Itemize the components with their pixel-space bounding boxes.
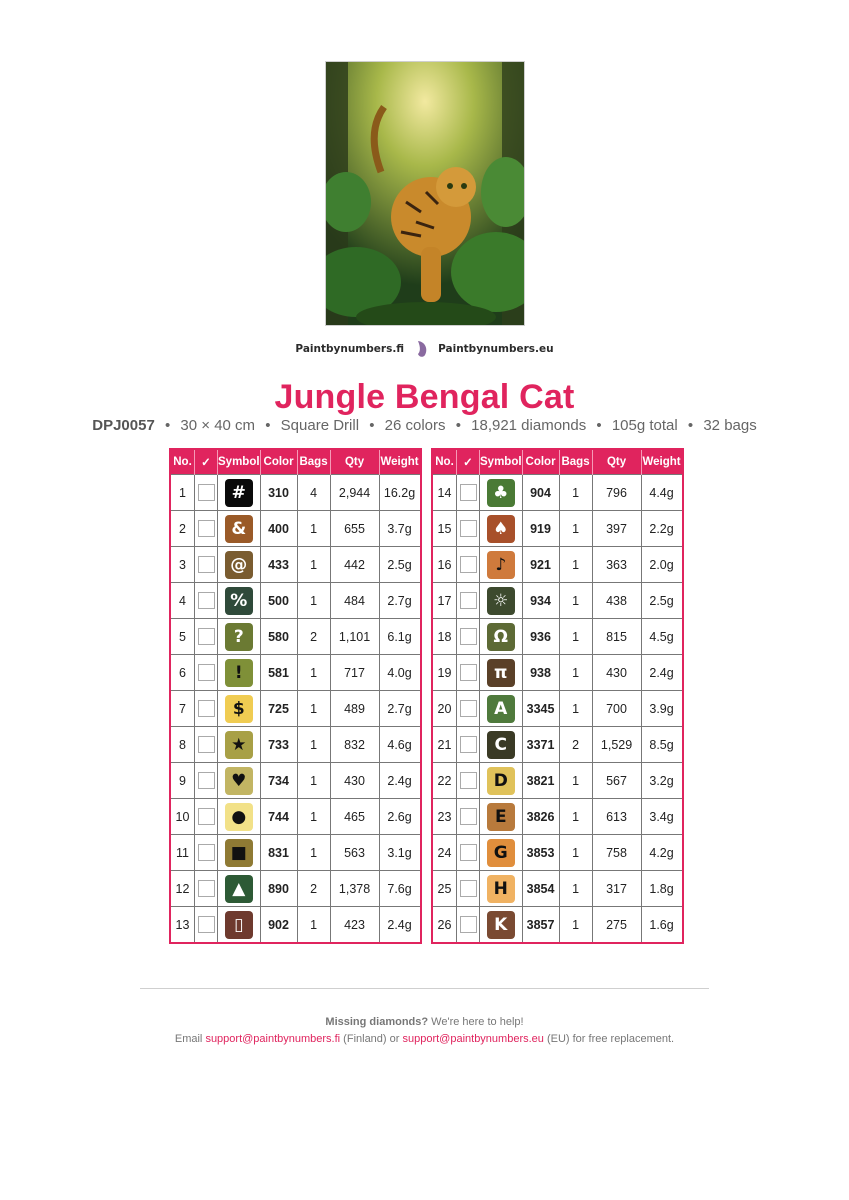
diamond-qty: 758 (592, 835, 641, 871)
symbol-chip: # (225, 479, 253, 507)
row-number: 7 (170, 691, 195, 727)
done-checkbox[interactable] (460, 592, 477, 609)
row-number: 10 (170, 799, 195, 835)
done-checkbox[interactable] (460, 880, 477, 897)
header-qty: Qty (330, 449, 379, 475)
diamond-qty: 317 (592, 871, 641, 907)
row-number: 26 (432, 907, 457, 944)
header-symbol: Symbol (218, 449, 261, 475)
table-row (432, 871, 683, 907)
drill-type: Square Drill (280, 417, 360, 434)
diamond-qty: 717 (330, 655, 379, 691)
table-row (432, 907, 683, 944)
done-checkbox[interactable] (198, 520, 215, 537)
symbol-chip: C (487, 731, 515, 759)
header-bags: Bags (559, 449, 592, 475)
symbol-chip: K (487, 911, 515, 939)
diamond-qty: 363 (592, 547, 641, 583)
bag-count: 1 (297, 727, 330, 763)
symbol-chip: ♣ (487, 479, 515, 507)
symbol-chip: π (487, 659, 515, 687)
table-row (432, 583, 683, 619)
done-checkbox[interactable] (198, 916, 215, 933)
bag-count: 1 (559, 511, 592, 547)
header-symbol: Symbol (480, 449, 523, 475)
symbol-chip: ? (225, 623, 253, 651)
diamond-qty: 1,101 (330, 619, 379, 655)
table-row (170, 583, 421, 619)
diamond-qty: 2,944 (330, 475, 379, 511)
symbol-chip: D (487, 767, 515, 795)
row-number: 8 (170, 727, 195, 763)
dmc-color-code: 3826 (522, 799, 559, 835)
diamond-qty: 832 (330, 727, 379, 763)
header-bags: Bags (297, 449, 330, 475)
weight: 1.8g (641, 871, 683, 907)
diamond-qty: 438 (592, 583, 641, 619)
bag-count: 4 (297, 475, 330, 511)
weight: 1.6g (641, 907, 683, 944)
bag-count: 2 (297, 871, 330, 907)
table-row (432, 475, 683, 511)
dmc-color-code: 890 (260, 871, 297, 907)
row-number: 4 (170, 583, 195, 619)
bag-count: 1 (297, 907, 330, 944)
table-row (432, 763, 683, 799)
header-qty: Qty (592, 449, 641, 475)
bag-count: 1 (559, 583, 592, 619)
dmc-color-code: 725 (260, 691, 297, 727)
table-row (432, 691, 683, 727)
diamond-qty: 815 (592, 619, 641, 655)
table-row (432, 655, 683, 691)
weight: 6.1g (379, 619, 421, 655)
weight: 4.2g (641, 835, 683, 871)
dmc-color-code: 831 (260, 835, 297, 871)
done-checkbox[interactable] (460, 700, 477, 717)
bag-count: 1 (297, 763, 330, 799)
done-checkbox[interactable] (460, 736, 477, 753)
table-row (432, 547, 683, 583)
diamond-qty: 796 (592, 475, 641, 511)
symbol-chip: @ (225, 551, 253, 579)
weight: 7.6g (379, 871, 421, 907)
dmc-color-code: 580 (260, 619, 297, 655)
weight: 2.6g (379, 799, 421, 835)
weight: 2.4g (641, 655, 683, 691)
bag-count: 1 (559, 655, 592, 691)
dmc-color-code: 433 (260, 547, 297, 583)
diamond-qty: 700 (592, 691, 641, 727)
symbol-chip: ■ (225, 839, 253, 867)
row-number: 2 (170, 511, 195, 547)
brand-logos (0, 340, 849, 358)
weight: 3.1g (379, 835, 421, 871)
dmc-color-code: 3853 (522, 835, 559, 871)
symbol-chip: Ω (487, 623, 515, 651)
done-checkbox[interactable] (460, 628, 477, 645)
diamond-qty: 442 (330, 547, 379, 583)
table-row (170, 511, 421, 547)
done-checkbox[interactable] (460, 520, 477, 537)
header-weight: Weight (641, 449, 683, 475)
done-checkbox[interactable] (460, 556, 477, 573)
row-number: 3 (170, 547, 195, 583)
table-row (432, 619, 683, 655)
symbol-chip: ♥ (225, 767, 253, 795)
dmc-color-code: 934 (522, 583, 559, 619)
row-number: 9 (170, 763, 195, 799)
done-checkbox[interactable] (198, 556, 215, 573)
row-number: 24 (432, 835, 457, 871)
diamond-qty: 1,529 (592, 727, 641, 763)
table-row (170, 907, 421, 944)
table-row (432, 835, 683, 871)
symbol-chip: ♪ (487, 551, 515, 579)
done-checkbox[interactable] (460, 916, 477, 933)
diamond-qty: 465 (330, 799, 379, 835)
symbol-chip: A (487, 695, 515, 723)
diamond-qty: 423 (330, 907, 379, 944)
email-link-eu[interactable]: support@paintbynumbers.eu (402, 1033, 544, 1045)
symbol-chip: ☼ (487, 587, 515, 615)
dmc-color-code: 744 (260, 799, 297, 835)
bag-count: 1 (297, 655, 330, 691)
table-row (170, 799, 421, 835)
row-number: 13 (170, 907, 195, 944)
done-checkbox[interactable] (198, 592, 215, 609)
page-title: Jungle Bengal Cat (274, 378, 575, 416)
bag-count: 2 (297, 619, 330, 655)
done-checkbox[interactable] (198, 664, 215, 681)
table-row (170, 871, 421, 907)
dmc-color-code: 3345 (522, 691, 559, 727)
done-checkbox[interactable] (460, 772, 477, 789)
product-meta: DPJ0057 • 30 × 40 cm • Square Drill • 26 colors • 18,921 diamonds • 105g total • 32 bags (92, 417, 757, 434)
bag-count: 1 (559, 871, 592, 907)
artwork-preview-image (325, 61, 525, 326)
table-row (170, 835, 421, 871)
done-checkbox[interactable] (198, 808, 215, 825)
diamond-qty: 430 (330, 763, 379, 799)
diamond-qty: 489 (330, 691, 379, 727)
color-legend-table-right (431, 448, 684, 944)
row-number: 18 (432, 619, 457, 655)
done-checkbox[interactable] (460, 484, 477, 501)
dmc-color-code: 3821 (522, 763, 559, 799)
done-checkbox[interactable] (198, 628, 215, 645)
weight: 4.0g (379, 655, 421, 691)
brand-fi: Paintbynumbers.fi (295, 343, 405, 355)
header-no: No. (170, 449, 195, 475)
row-number: 21 (432, 727, 457, 763)
bag-count: 2 (559, 727, 592, 763)
dmc-color-code: 938 (522, 655, 559, 691)
table-row (432, 727, 683, 763)
header-color: Color (522, 449, 559, 475)
weight: 2.4g (379, 763, 421, 799)
table-header (170, 449, 421, 475)
diamond-qty: 613 (592, 799, 641, 835)
dmc-color-code: 500 (260, 583, 297, 619)
symbol-chip: ▯ (225, 911, 253, 939)
table-header (432, 449, 683, 475)
bag-count: 1 (559, 835, 592, 871)
email-link-fi[interactable]: support@paintbynumbers.fi (205, 1033, 341, 1045)
diamond-count: 18,921 diamonds (471, 417, 587, 434)
dmc-color-code: 936 (522, 619, 559, 655)
weight: 2.2g (641, 511, 683, 547)
total-weight: 105g total (611, 417, 678, 434)
footer-divider (140, 988, 709, 989)
weight: 4.4g (641, 475, 683, 511)
weight: 2.7g (379, 691, 421, 727)
table-row (170, 619, 421, 655)
header-check: ✓ (457, 449, 480, 475)
dmc-color-code: 581 (260, 655, 297, 691)
done-checkbox[interactable] (198, 700, 215, 717)
dmc-color-code: 921 (522, 547, 559, 583)
product-size: 30 × 40 cm (180, 417, 256, 434)
weight: 3.7g (379, 511, 421, 547)
table-row (432, 799, 683, 835)
weight: 2.7g (379, 583, 421, 619)
diamond-qty: 275 (592, 907, 641, 944)
row-number: 5 (170, 619, 195, 655)
bag-count: 1 (559, 547, 592, 583)
row-number: 23 (432, 799, 457, 835)
weight: 3.9g (641, 691, 683, 727)
diamond-qty: 430 (592, 655, 641, 691)
weight: 3.2g (641, 763, 683, 799)
symbol-chip: & (225, 515, 253, 543)
bag-count: 1 (559, 799, 592, 835)
diamond-qty: 1,378 (330, 871, 379, 907)
done-checkbox[interactable] (198, 484, 215, 501)
bag-count: 1 (297, 799, 330, 835)
row-number: 14 (432, 475, 457, 511)
symbol-chip: $ (225, 695, 253, 723)
bag-count: 32 bags (703, 417, 757, 434)
diamond-qty: 484 (330, 583, 379, 619)
symbol-chip: ! (225, 659, 253, 687)
done-checkbox[interactable] (198, 772, 215, 789)
row-number: 19 (432, 655, 457, 691)
bag-count: 1 (297, 691, 330, 727)
support-note: Missing diamonds? We're here to help! Email support@paintbynumbers.fi (Finland) or support@paintbynumbers.eu (EU) for free replacement. (174, 1016, 675, 1045)
dmc-color-code: 919 (522, 511, 559, 547)
table-row (170, 691, 421, 727)
bag-count: 1 (559, 691, 592, 727)
symbol-chip: ♠ (487, 515, 515, 543)
row-number: 17 (432, 583, 457, 619)
dmc-color-code: 734 (260, 763, 297, 799)
dmc-color-code: 733 (260, 727, 297, 763)
header-weight: Weight (379, 449, 421, 475)
symbol-chip: ▲ (225, 875, 253, 903)
dmc-color-code: 902 (260, 907, 297, 944)
done-checkbox[interactable] (198, 880, 215, 897)
paint-drop-icon (414, 340, 428, 358)
diamond-qty: 563 (330, 835, 379, 871)
weight: 3.4g (641, 799, 683, 835)
dmc-color-code: 904 (522, 475, 559, 511)
row-number: 6 (170, 655, 195, 691)
bag-count: 1 (559, 619, 592, 655)
bag-count: 1 (297, 583, 330, 619)
bag-count: 1 (297, 835, 330, 871)
row-number: 20 (432, 691, 457, 727)
symbol-chip: ★ (225, 731, 253, 759)
weight: 16.2g (379, 475, 421, 511)
color-legend-table-left (169, 448, 422, 944)
table-row (170, 655, 421, 691)
symbol-chip: G (487, 839, 515, 867)
symbol-chip: E (487, 803, 515, 831)
done-checkbox[interactable] (460, 844, 477, 861)
done-checkbox[interactable] (198, 736, 215, 753)
dmc-color-code: 3371 (522, 727, 559, 763)
row-number: 25 (432, 871, 457, 907)
header-color: Color (260, 449, 297, 475)
table-row (170, 475, 421, 511)
done-checkbox[interactable] (460, 808, 477, 825)
row-number: 12 (170, 871, 195, 907)
symbol-chip: H (487, 875, 515, 903)
weight: 8.5g (641, 727, 683, 763)
table-row (170, 763, 421, 799)
diamond-qty: 655 (330, 511, 379, 547)
row-number: 11 (170, 835, 195, 871)
weight: 2.4g (379, 907, 421, 944)
diamond-qty: 397 (592, 511, 641, 547)
bag-count: 1 (559, 907, 592, 944)
diamond-qty: 567 (592, 763, 641, 799)
bag-count: 1 (297, 511, 330, 547)
row-number: 16 (432, 547, 457, 583)
help-headline: Missing diamonds? (325, 1016, 429, 1028)
symbol-chip: ● (225, 803, 253, 831)
weight: 2.0g (641, 547, 683, 583)
dmc-color-code: 310 (260, 475, 297, 511)
bag-count: 1 (559, 475, 592, 511)
bag-count: 1 (559, 763, 592, 799)
table-row (170, 727, 421, 763)
table-row (170, 547, 421, 583)
weight: 4.5g (641, 619, 683, 655)
weight: 2.5g (641, 583, 683, 619)
table-row (432, 511, 683, 547)
product-sku: DPJ0057 (92, 417, 155, 434)
row-number: 1 (170, 475, 195, 511)
done-checkbox[interactable] (460, 664, 477, 681)
dmc-color-code: 400 (260, 511, 297, 547)
dmc-color-code: 3857 (522, 907, 559, 944)
color-count: 26 colors (384, 417, 446, 434)
brand-eu: Paintbynumbers.eu (438, 343, 554, 355)
symbol-chip: % (225, 587, 253, 615)
row-number: 22 (432, 763, 457, 799)
bag-count: 1 (297, 547, 330, 583)
row-number: 15 (432, 511, 457, 547)
done-checkbox[interactable] (198, 844, 215, 861)
weight: 4.6g (379, 727, 421, 763)
header-no: No. (432, 449, 457, 475)
dmc-color-code: 3854 (522, 871, 559, 907)
weight: 2.5g (379, 547, 421, 583)
header-check: ✓ (195, 449, 218, 475)
